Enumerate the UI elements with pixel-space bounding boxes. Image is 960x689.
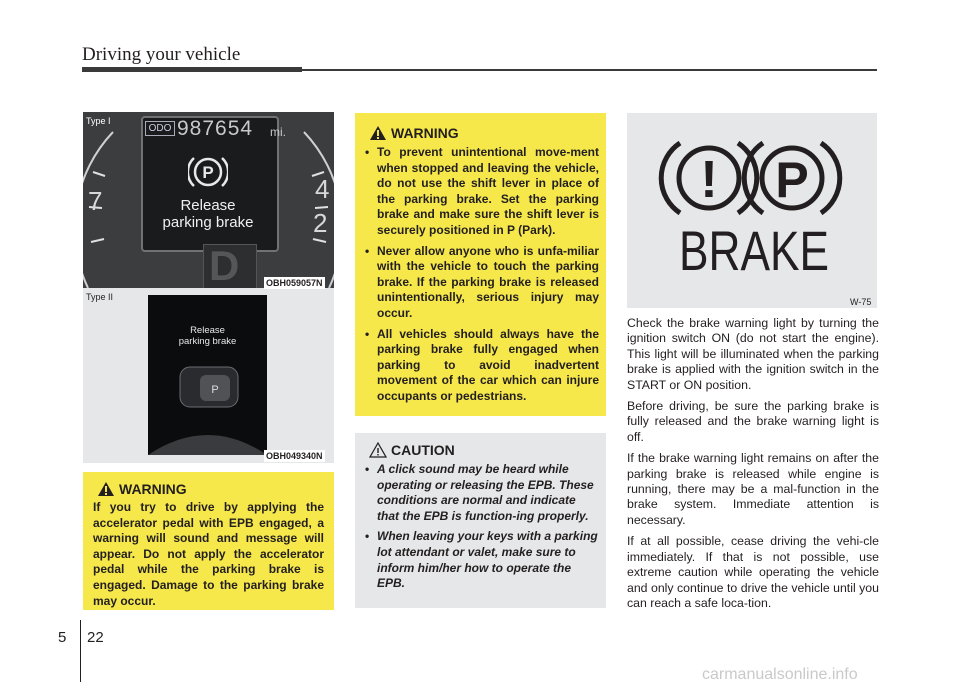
body-text [627, 316, 879, 617]
warning-main-item: • Never allow anyone who is unfa-miliar with the vehicle to touch the parking brake. If the parking brake is released unintentionally, serious injury may occur. [363, 244, 599, 322]
caution-box [355, 433, 606, 608]
warning-main-item: • All vehicles should always have the parking brake fully engaged when parking to avoid inadvertent movement of the car which can injure occupants or pedestrians. [363, 327, 599, 405]
dial-number-left: 7 [88, 186, 103, 216]
epb-message-line1: Release [190, 325, 225, 336]
odo-label: ODO [145, 121, 175, 136]
parking-brake-icon [188, 152, 228, 192]
caution-item: • A click sound may be heard while operating or releasing the EPB. These conditions are normal and indicate that the EPB is function-ing properly. [363, 462, 599, 524]
cluster-message [141, 197, 275, 231]
warning-main-item: • To prevent unintentional move-ment when stopped and leaving the vehicle, do not use the shift lever in place of the parking brake. Set the parking brake and make sure the shift lever is securely positioned in P (Park). [363, 145, 599, 239]
brake-warning-light-figure [627, 113, 877, 308]
caution-title: CAUTION [391, 442, 455, 458]
warning-epb-box [83, 472, 334, 610]
odo-unit: mi. [270, 125, 286, 139]
odo-value: 987654 [177, 117, 254, 140]
figure-code-2: OBH049340N [266, 451, 323, 461]
instrument-cluster-image [83, 112, 334, 288]
warning-main-box [355, 113, 606, 416]
page-number: 22 [87, 629, 104, 646]
epb-switch-image [148, 295, 267, 455]
header-bar [82, 67, 302, 72]
type1-label: Type I [86, 116, 111, 126]
brake-exclaim-text: ! [700, 151, 718, 209]
warning-epb-text: If you try to drive by applying the accelerator pedal with EPB engaged, a warning will sound and message will appear. Do not apply the accelerator pedal while the parking brake is engaged. Damage to the parking brake may occur. [93, 500, 324, 608]
warning-main-title: WARNING [391, 125, 459, 141]
warning-epb-title: WARNING [119, 481, 187, 497]
body-paragraph: Check the brake warning light by turning the ignition switch ON (do not start the engine). This light will be illuminated when the parking brake is applied with the ignition switch in the START or ON position. [627, 316, 879, 392]
body-paragraph: If the brake warning light remains on after the parking brake is released while engine is running, there may be a mal-function in the brake system. Immediate attention is necessary. [627, 451, 879, 527]
brake-p-text: P [775, 152, 809, 208]
watermark: carmanualsonline.info [702, 666, 858, 683]
brake-figure-code: W-75 [850, 297, 872, 307]
body-paragraph: Before driving, be sure the parking brake is fully released and the brake warning light is off. [627, 399, 879, 444]
caution-triangle-icon [369, 442, 387, 458]
warning-triangle-icon [97, 481, 115, 497]
cluster-message-line2: parking brake [162, 214, 254, 231]
cluster-message-line1: Release [180, 197, 236, 214]
svg-text:P: P [202, 163, 214, 182]
warning-main-list [363, 145, 599, 410]
section-number: 5 [58, 629, 67, 646]
epb-message-line2: parking brake [178, 336, 237, 347]
header-rule [302, 69, 877, 71]
epb-switch-icon [148, 295, 267, 455]
svg-text:P: P [211, 384, 219, 396]
caution-list [363, 462, 599, 597]
type2-label: Type II [86, 292, 114, 302]
page-header-title: Driving your vehicle [82, 44, 241, 65]
brake-word: BRAKE [679, 219, 829, 282]
dial-number-right-top: 4 [315, 174, 330, 204]
dial-number-right-bottom: 2 [313, 208, 328, 238]
warning-triangle-icon [369, 125, 387, 141]
footer-rule [80, 620, 81, 682]
brake-warning-symbol-icon [627, 113, 877, 308]
body-paragraph: If at all possible, cease driving the vehi-cle immediately. If that is not possible, use extreme caution while operating the vehicle and only continue to drive the vehicle until you can reach a safe loca-tion. [627, 534, 879, 610]
figure-code-1: OBH059057N [266, 278, 323, 288]
caution-item: • When leaving your keys with a parking lot attendant or valet, make sure to inform him/her how to operate the EPB. [363, 529, 599, 591]
gear-indicator: D [209, 242, 240, 288]
